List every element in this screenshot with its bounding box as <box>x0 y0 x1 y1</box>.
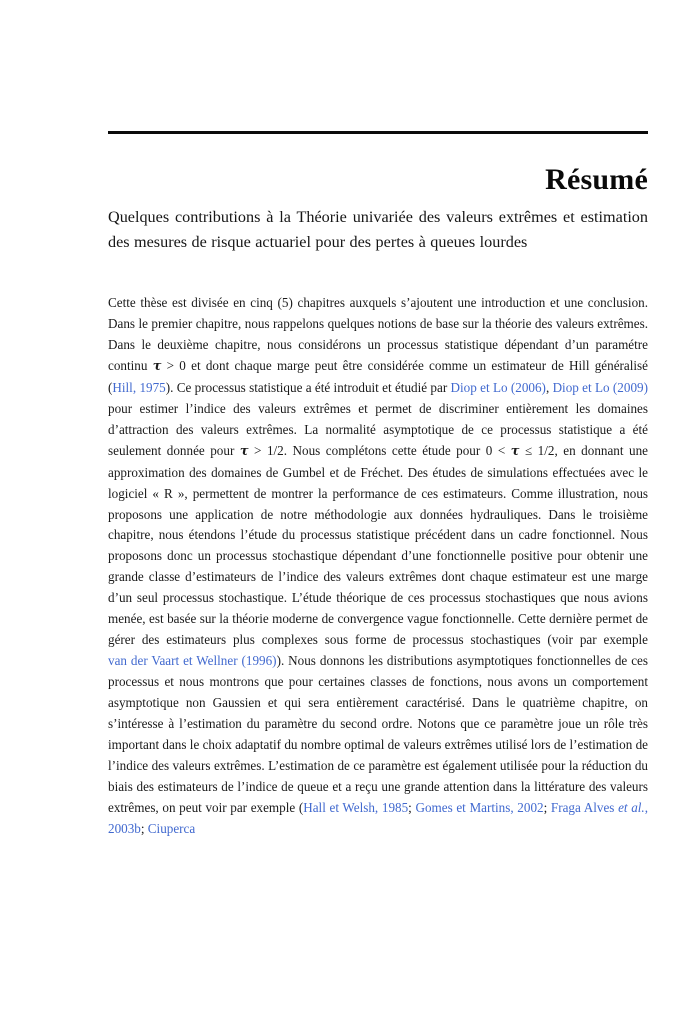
abstract-paragraph <box>108 293 648 840</box>
tau-symbol: τ <box>510 443 520 459</box>
inline-math: τ > 1/2 <box>239 442 284 459</box>
citation-link[interactable]: Hill, 1975 <box>112 379 166 395</box>
header-rule <box>108 131 648 134</box>
inline-math: τ > 0 <box>152 357 186 374</box>
tau-symbol: τ <box>239 443 249 459</box>
page-title: Résumé <box>545 163 648 197</box>
abstract-text-run: pour estimer l’indice des valeurs extrêmes et permet de discriminer entièrement les domaines d’attraction des valeurs extrêmes. La normalité asymptotique de ce processus statistique a été seulement donnée pour <box>108 400 648 458</box>
citation-link[interactable]: Fraga Alves et al., 2003b <box>108 799 649 836</box>
abstract-text-run: et dont chaque marge peut être considérée comme un estimateur de Hill généralisé ( <box>108 357 649 395</box>
abstract-body <box>108 293 648 840</box>
tau-symbol: τ <box>152 358 162 374</box>
abstract-text-run: ; <box>408 799 416 815</box>
abstract-text-run: Cette thèse est divisée en cinq (5) chapitres auxquels s’ajoutent une introduction et une conclusion. Dans le premier chapitre, nous rappelons quelques notions de base sur la théorie des valeurs extrêmes. Dans le deuxième chapitre, nous considérons un processus statistique dépendant d’un paramétre continu <box>108 295 648 373</box>
abstract-text-run: ). Nous donnons les distributions asymptotiques fonctionnelles de ces processus et nous montrons que pour certaines classes de fonctions, nous avons un comportement asymptotique non Gaussien et qui sera entièrement caractérisé. Dans le quatrième chapitre, on s’intéresse à l’estimation du paramètre du second ordre. Notons que ce paramètre joue un rôle très important dans le choix adaptatif du nombre optimal de valeurs extrêmes utilisé lors de l’estimation de l’indice des valeurs extrêmes. L’estimation de ce paramètre est également utilisée pour la réduction du biais des estimateurs de l’indice de queue et a reçu une grande attention dans la littérature des valeurs extrêmes, on peut voir par exemple ( <box>108 653 648 815</box>
citation-link[interactable]: Ciuperca <box>147 820 196 836</box>
citation-et-al: et al. <box>618 799 645 815</box>
thesis-subtitle: Quelques contributions à la Théorie univariée des valeurs extrêmes et estimation des mesures de risque actuariel pour des pertes à queues lourdes <box>108 208 648 251</box>
abstract-text-run: , en donnant une approximation des domaines de Gumbel et de Fréchet. Des études de simulations effectuées avec le logiciel « R », permettent de montrer la performance de ces estimateurs. Comme illustration, nous proposons une application de notre méthodologie aux données hydrauliques. Dans le troisième chapitre, nous étendons l’étude du processus statistique précédent dans un cadre fonctionnel. Nous proposons donc un processus stochastique dépendant d’une fonctionnelle positive pour obtenir une grande classe d’estimateurs de l’indice des valeurs extrêmes dont chaque estimateur est une marge d’un seul processus stochastique. L’étude théorique de ces processus stochastiques que nous avions menée, est basée sur la théorie moderne de convergence vague fonctionnelle. Cette dernière permet de gérer des estimateurs plus complexes sous forme de processus stochastiques (voir par exemple <box>108 442 648 648</box>
abstract-text-run: . Nous complétons cette étude pour <box>283 442 486 458</box>
citation-link[interactable]: Diop et Lo (2006) <box>450 379 546 395</box>
citation-link[interactable]: Gomes et Martins, 2002 <box>415 799 544 815</box>
abstract-text-run: ). Ce processus statistique a été introduit et étudié par <box>165 379 451 395</box>
inline-math: 0 < τ ≤ 1/2 <box>485 442 555 459</box>
abstract-text-run: ; <box>140 820 148 836</box>
citation-link[interactable]: Diop et Lo (2009) <box>552 379 648 395</box>
citation-link[interactable]: Hall et Welsh, 1985 <box>303 799 409 815</box>
abstract-text-run: ; <box>543 799 551 815</box>
abstract-text-run: , <box>545 379 553 395</box>
citation-link[interactable]: van der Vaart et Wellner (1996) <box>108 653 277 669</box>
